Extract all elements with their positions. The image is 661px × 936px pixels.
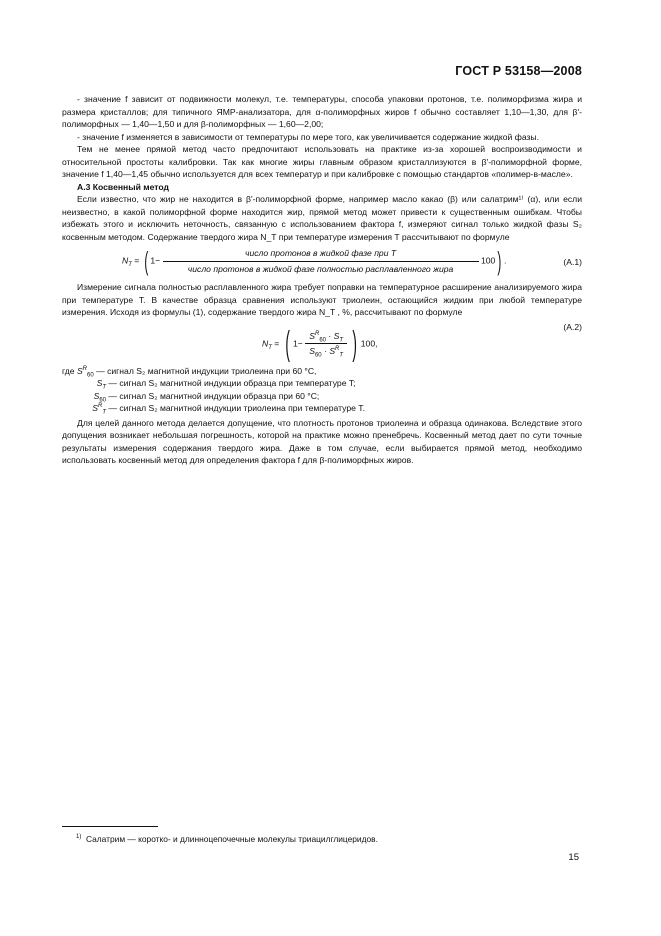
where-symbol: S — [96, 378, 103, 388]
where-symbol: S — [76, 365, 83, 376]
formula2-den-dot: · — [324, 346, 327, 356]
page-body — [62, 93, 582, 467]
formula1-denominator: число протонов в жидкой фазе полностью расплавленного жира — [187, 263, 454, 274]
where-symbol: S — [92, 403, 98, 413]
formula2-den-str-sup: R — [335, 346, 340, 353]
formula2-num-st-sub: T — [339, 337, 344, 344]
paragraph-indirect-method: Если известно, что жир не находится в β'-полиморфной форме, например масло какао (β) или салатрим¹⁾ (α), или если неизвестно, в какой полиморфной форме находится жир, прямой метод может привести к существенным ошибкам. Чтобы избежать этого и исключить неточность, связанную с использованием фактора f, измеряют сигнал только жидкой фазы S₂ косвенным методом. Содержание твердого жира N_T при температуре измерения T рассчитывают по формуле — [62, 194, 582, 242]
section-title: А.3 Косвенный метод — [77, 181, 169, 192]
where-item — [62, 377, 582, 390]
formula1-lhs-sub: T — [128, 261, 132, 268]
where-symbol-sup: R — [82, 365, 88, 372]
formula-a2 — [62, 319, 582, 365]
where-symbol-sub: 60 — [87, 372, 94, 379]
formula1-tail: . — [503, 255, 507, 266]
formula2-open-paren: ( — [285, 324, 290, 363]
where-item — [62, 402, 582, 415]
formula2-num-dot: · — [328, 330, 332, 341]
paragraph-direct-method: Тем не менее прямой метод часто предпочитают использовать на практике из-за хорошей воспроизводимости и относительной простоты калибровки. Так как многие жиры главным образом кристаллизуются в β'-полиморфной форме, значение f 1,40—1,45 обычно используется для всех температур и при калибровке с помощью стандартов «полимер-в-масле». — [62, 144, 582, 179]
formula1-one-minus: 1− — [150, 255, 161, 266]
formula2-eq: = — [274, 337, 280, 348]
intro-item-1: - значение f зависит от подвижности молекул, т.е. температуры, способа упаковки протонов, т.е. полиморфизма жира и размера кристаллов; для типичного ЯМР-анализатора, для α-полиморфных жиров f обычно составляет 1,10—1,30, для β'-полиморфных — 1,40—1,50 и для β-полиморфных — 1,60—2,00; — [62, 94, 582, 129]
formula2-num-st: S — [333, 330, 340, 341]
where-symbol: S — [93, 390, 100, 401]
formula1-number: (А.1) — [563, 257, 582, 267]
formula2-lhs: N — [262, 337, 269, 348]
formula2-numerator — [305, 330, 347, 345]
page-number: 15 — [568, 852, 579, 863]
where-item — [62, 390, 582, 403]
formula2-one-minus: 1− — [293, 337, 303, 348]
formula2-lhs-sub: T — [268, 344, 272, 351]
formula1-eq: = — [134, 255, 140, 266]
where-item — [62, 365, 582, 378]
where-text: — сигнал S₂ магнитной индукции образца при температуре T; — [108, 378, 356, 388]
formula1-factor: 100 — [480, 255, 496, 266]
formula2-number: (А.2) — [563, 321, 582, 332]
paragraph-measurement: Измерение сигнала полностью расплавленного жира требует поправки на температурное расширение анализируемого жира при температуре T. В качестве образца сравнения используют триолеин, остающийся жидким при любой температуре измерения. Исходя из формулы (1), содержание твердого жира N_T , %, рассчитывают по формуле — [62, 282, 582, 317]
formula2-denominator — [305, 344, 347, 358]
standard-header: ГОСТ Р 53158—2008 — [455, 64, 582, 78]
formula2-den-s60-sub: 60 — [314, 352, 322, 359]
formula1-lhs: N — [122, 255, 129, 266]
formula2-den-s60: S — [309, 346, 315, 356]
where-list — [62, 365, 582, 415]
formula2-num-s60r-sup: R — [314, 330, 320, 337]
footnote-text: Салатрим — коротко- и длинноцепочечные молекулы триацилглицеридов. — [86, 834, 378, 844]
formula1-numerator: число протонов в жидкой фазе при T — [163, 247, 479, 262]
footnote — [76, 834, 378, 844]
where-symbol-sup: R — [97, 403, 103, 410]
formula2-factor: 100 — [360, 337, 376, 348]
formula-a1 — [62, 243, 582, 281]
where-prefix: где — [62, 365, 75, 376]
formula2-den-str-sub: T — [339, 352, 344, 359]
formula2-num-s60r-sub: 60 — [319, 337, 326, 344]
formula2-tail: , — [375, 337, 378, 348]
paragraph-final: Для целей данного метода делается допущение, что плотность протонов триолеина и образца одинакова. Вследствие этого допущения возникает небольшая погрешность, которой на практике можно пренебречь. Косвенный метод дает по сути точные результаты измерения содержания твердого жира. Даже в том случае, если выбирается прямой метод, необходимо использовать косвенный метод для определения фактора f для β-полиморфных жиров. — [62, 417, 582, 465]
footnote-mark: 1) — [76, 834, 82, 841]
where-symbol-sub: 60 — [99, 397, 106, 404]
where-text: — сигнал S₂ магнитной индукции образца при 60 °C; — [108, 390, 320, 401]
intro-item-2: - значение f изменяется в зависимости от температуры по мере того, как увеличивается содержание жидкой фазы. — [77, 131, 540, 142]
formula2-close-paren: ) — [352, 324, 358, 363]
where-text: — сигнал S₂ магнитной индукции триолеина при температуре T. — [108, 403, 365, 413]
formula2-num-s60r: S — [309, 330, 315, 341]
formula1-fraction — [163, 247, 479, 275]
formula1-close-paren: ) — [497, 246, 502, 276]
footnote-divider — [62, 826, 158, 827]
formula2-den-str: S — [329, 346, 336, 356]
where-symbol-sub: T — [102, 384, 106, 391]
formula2-fraction — [305, 330, 347, 358]
where-text: — сигнал S₂ магнитной индукции триолеина при 60 °C, — [96, 365, 317, 376]
formula1-open-paren: ( — [144, 246, 148, 276]
where-symbol-sub: T — [102, 409, 106, 416]
